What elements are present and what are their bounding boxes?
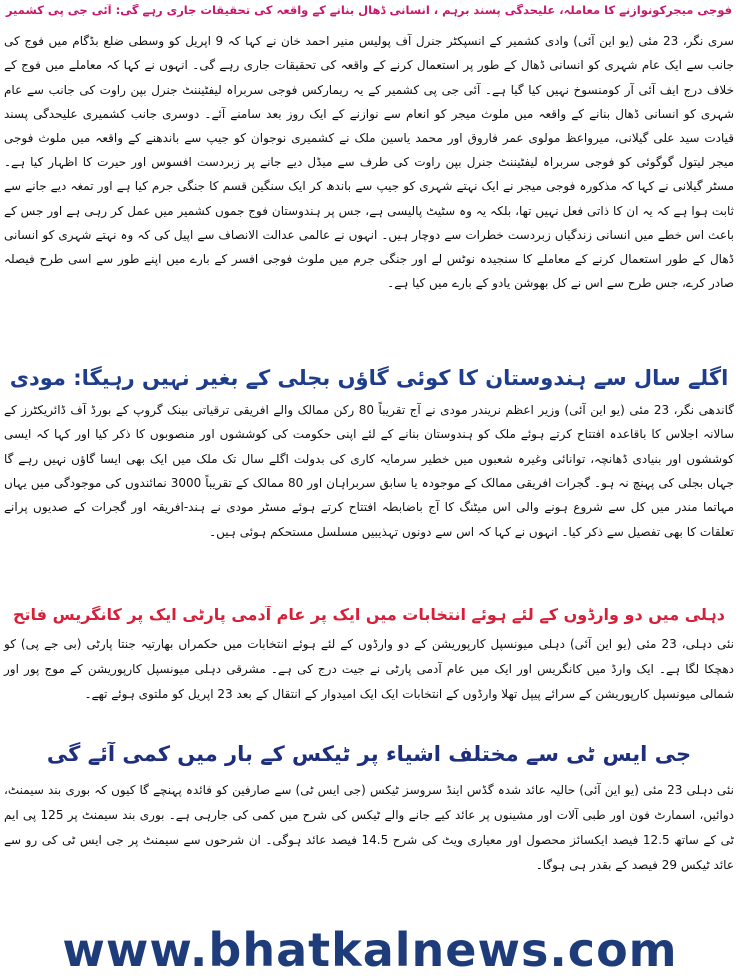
- headline-gst: جی ایس ٹی سے مختلف اشیاء پر ٹیکس کے بار میں کمی آئے گی: [46, 742, 692, 766]
- body-gst: نئی دہلی 23 مئی (یو این آئی) حالیہ عائد شدہ گڈس اینڈ سروسز ٹیکس (جی ایس ٹی) سے صارفین کو فائدہ پہنچے گا کیوں کہ بوری بند سیمنٹ، دوائیں، اسمارٹ فون اور طبی آلات اور مشینوں پر عائد کیے جانے والے ٹیکس کی شرح میں کمی کی جارہی ہے۔ بوری بند سیمنٹ پر 125 پی ایم ٹی کے ساتھ 12.5 فیصد ایکسائز محصول اور معیاری ویٹ کی شرح 14.5 فیصد عائد ہوگی۔ ان شرحوں سے سیمنٹ پر جی ایس ٹی کی رو سے عائد ٹیکس 29 فیصد کے بقدر ہی ہوگا۔: [4, 783, 734, 873]
- body-army-major: سری نگر، 23 مئی (یو این آئی) وادی کشمیر کے انسپکٹر جنرل آف پولیس منیر احمد خان نے کہا کہ 9 اپریل کو وسطی ضلع بڈگام میں فوج کی جانب سے ایک عام شہری کو انسانی ڈھال کے طور پر استعمال کرنے کے واقعہ کی تحقیقات جاری رہے گی۔ انہوں نے کہا کہ معاملے میں فوج کے خلاف درج ایف آئی آر کومنسوخ نہیں کیا گیا ہے۔ آئی جی پی کشمیر کے یہ ریمارکس فوجی سربراہ لیفٹیننٹ جنرل بپن راوت کی جانب سے عام شہری کو انسانی ڈھال بنانے کے واقعہ میں ملوث میجر کو انعام سے نوازنے کے ایک روز بعد سامنے آئے۔ دوسری جانب کشمیری علیحدگی پسند قیادت سید علی گیلانی، میرواعظ مولوی عمر فاروق اور محمد یاسین ملک نے کشمیری نوجوان کو جیپ سے باندھنے کے واقعہ میں ملوث فوجی میجر لیتول گوگوئی کو فوجی سربراہ لیفٹیننٹ جنرل بپن راوت کی طرف سے میڈل دیے جانے پر زبردست افسوس اور حیرت کا اظہار کیا ہے۔ مسٹر گیلانی نے کہا کہ مذکورہ فوجی میجر نے ایک نہتے شہری کو جیپ سے باندھ کر ایک سنگین قسم کا جنگی جرم کیا ہے اور تمغہ دیے جانے سے ثابت ہوا ہے کہ یہ ان کا ذاتی فعل نہیں تھا، بلکہ یہ وہ سٹیٹ پالیسی ہے، جس پر ہندوستان فوج جموں کشمیر میں عمل کر رہی ہے اور جس کے باعث اس خطے میں انسانی زندگیاں زبردست خطرات سے دوچار ہیں۔ انہوں نے عالمی عدالت الانصاف سے اپیل کی کہ وہ نہتے شہری کو انسانی ڈھال کے طور استعمال کرنے کے معاملے کا سنجیدہ نوٹس لے اور جنگی جرم میں ملوث فوجی افسر کے بارے میں اپنے طور سے اسی طرح فیصلہ صادر کرے، جس طرح سے اس نے کل بھوشن یادو کے بارے میں کیا ہے۔: [4, 34, 734, 291]
- headline-army-major: فوجی میجرکونوازنے کا معاملہ، علیحدگی پسند برہم ، انسانی ڈھال بنانے کے واقعہ کی تحقیقات جاری رہے گی: آئی جی پی کشمیر: [5, 4, 733, 17]
- article-army-major: [0, 0, 740, 352]
- article-gst: [0, 734, 740, 914]
- body-modi-electricity: گاندھی نگر، 23 مئی (یو این آئی) وزیر اعظم نریندر مودی نے آج تقریباً 80 رکن ممالک والے افریقی ترقیاتی بینک گروپ کے بورڈ آف ڈائریکٹرز کے سالانہ اجلاس کا باقاعدہ افتتاح کرتے ہوئے ملک کو ہندوستان بنانے کے لئے اپنی حکومت کی کوششوں اور منصوبوں کا ذکر کیا اور کہا کہ ایسی کوششوں اور بنیادی ڈھانچہ، توانائی وغیرہ شعبوں میں خطیر سرمایہ کاری کی بدولت اگلے سال تک ملک میں ایک بھی ایسا گاؤں نہیں رہے گا جہاں بجلی کی پہنچ نہ ہو۔ گجرات افریقی ممالک کے موجودہ یا سابق سربراہان اور 80 ممالک کے تقریباً 3000 نمائندوں کی موجودگی میں یہاں مہاتما مندر میں کل سے شروع ہونے والی اس میٹنگ کا آج باضابطہ افتتاح کرتے ہوئے مسٹر مودی نے ہند-افریقہ اور گجرات کے صدیوں پرانے تعلقات کا بھی تفصیل سے ذکر کیا۔ انہوں نے کہا کہ اس سے دونوں تہذیبیں مسلسل مستحکم ہوئی ہیں۔: [4, 403, 734, 539]
- site-watermark: www.bhatkalnews.com: [0, 921, 740, 979]
- body-delhi-wards: نئی دہلی، 23 مئی (یو این آئی) دہلی میونسپل کارپوریشن کے دو وارڈوں کے لئے ہوئے انتخابات میں حکمراں بھارتیہ جنتا پارٹی (بی جے پی) کو دھچکا لگا ہے۔ ایک وارڈ میں کانگریس اور ایک میں عام آدمی پارٹی نے جیت درج کی ہے۔ مشرقی دہلی میونسپل کارپوریشن کے موج پور اور شمالی میونسپل کارپوریشن کے سرائے پیپل تھلا وارڈوں کے انتخابات ایک ایک امیدوار کے انتقال کے بعد 23 اپریل کو ملتوی ہوئے تھے۔: [4, 637, 734, 702]
- article-modi-electricity: [0, 366, 740, 596]
- headline-modi-electricity: اگلے سال سے ہندوستان کا کوئی گاؤں بجلی کے بغیر نہیں رہیگا: مودی: [9, 366, 729, 390]
- article-delhi-wards: [0, 606, 740, 734]
- headline-delhi-wards: دہلی میں دو وارڈوں کے لئے ہوئے انتخابات میں ایک پر عام آدمی پارٹی ایک پر کانگریس فاتح: [12, 606, 725, 624]
